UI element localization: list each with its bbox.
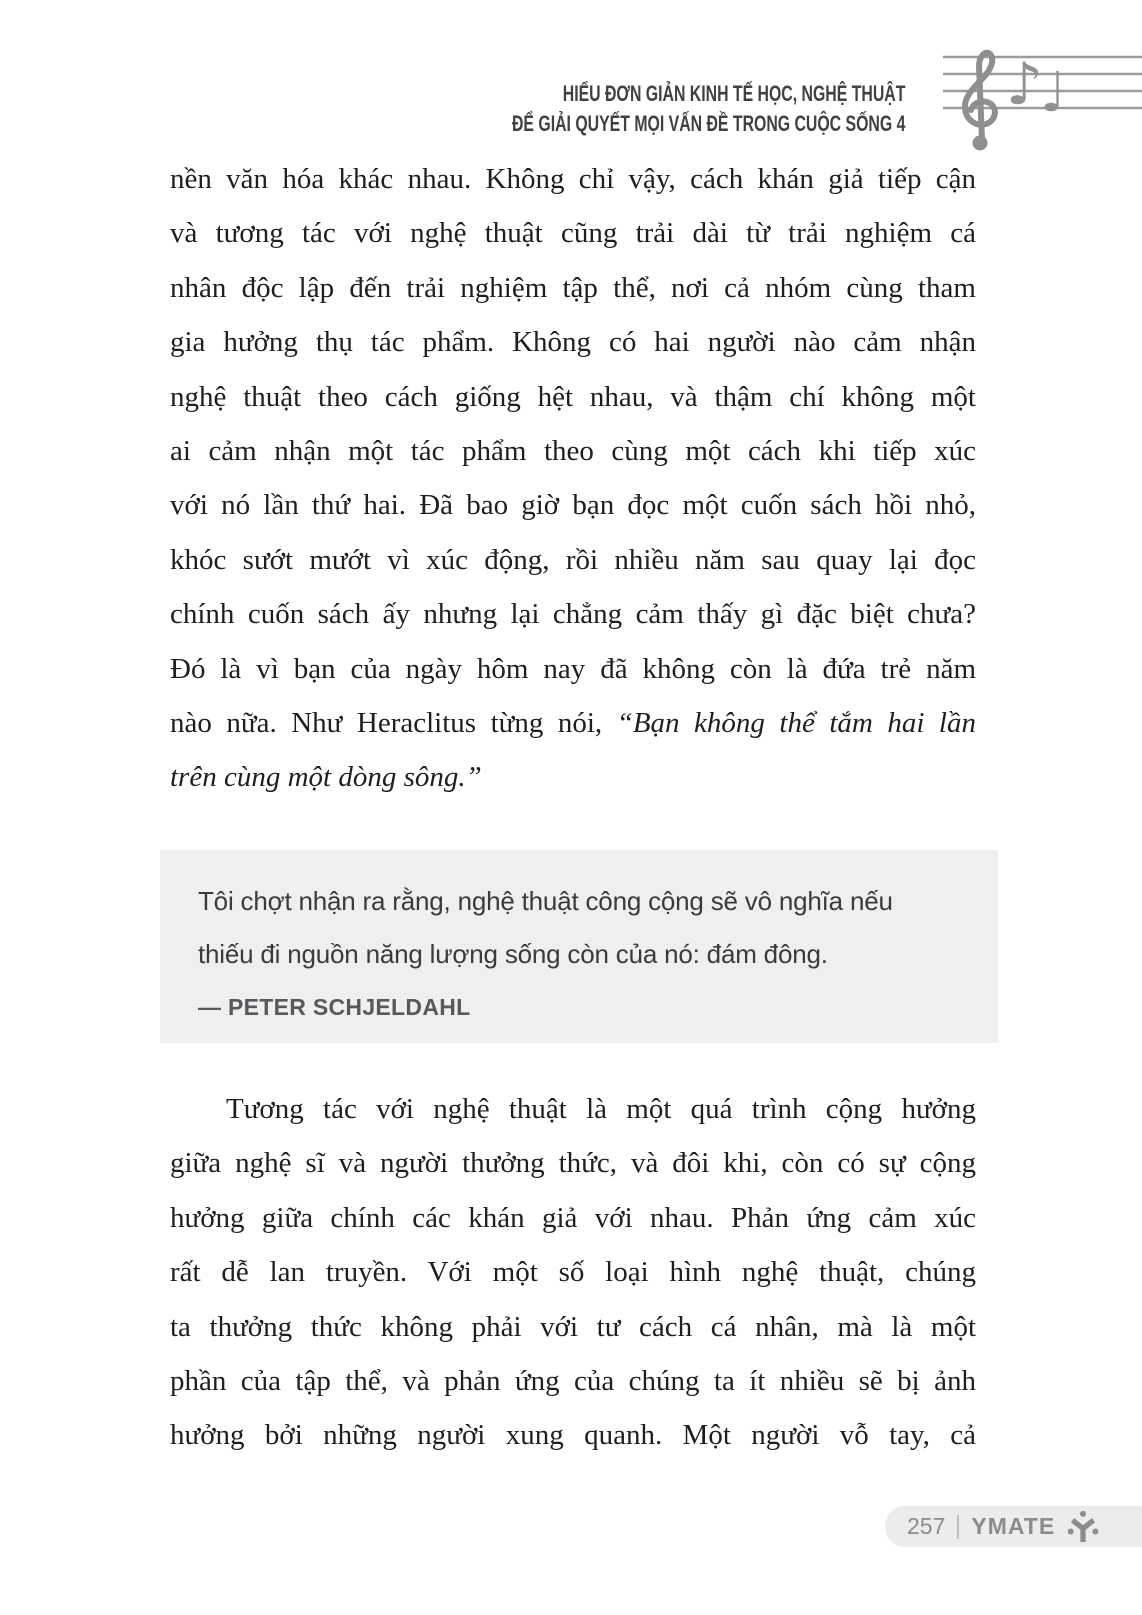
quarter-note-icon: ♩ (1040, 60, 1066, 124)
pull-quote-box (160, 850, 998, 1043)
running-header-line-1: HIỂU ĐƠN GIẢN KINH TẾ HỌC, NGHỆ THUẬT (562, 81, 905, 106)
body-text-line: gia hưởng thụ tác phẩm. Không có hai người nào cảm nhận (170, 326, 976, 359)
page-number: 257 (907, 1513, 946, 1539)
body-text-line: với nó lần thứ hai. Đã bao giờ bạn đọc một cuốn sách hồi nhỏ, (170, 489, 976, 522)
footer-page-pill (885, 1506, 1142, 1547)
body-text-line: khóc sướt mướt vì xúc động, rồi nhiều năm sau quay lại đọc (170, 543, 976, 576)
eighth-note-icon: ♪ (1006, 50, 1044, 118)
quote-line: Tôi chợt nhận ra rằng, nghệ thuật công cộng sẽ vô nghĩa nếu (198, 886, 893, 916)
quote-attribution: — PETER SCHJELDAHL (198, 994, 471, 1020)
body-text-line: ai cảm nhận một tác phẩm theo cùng một cách khi tiếp xúc (170, 434, 976, 467)
quote-line: thiếu đi nguồn năng lượng sống còn của nó: đám đông. (198, 939, 828, 969)
body-text-line: nào nữa. Như Heraclitus từng nói, “Bạn không thể tắm hai lần (170, 706, 976, 739)
body-text-line: giữa nghệ sĩ và người thưởng thức, và đôi khi, còn có sự cộng (170, 1147, 976, 1180)
ymate-logo-icon (1065, 1509, 1101, 1545)
footer-divider (957, 1515, 959, 1539)
body-paragraph-2 (170, 1082, 976, 1463)
body-text-line: chính cuốn sách ấy nhưng lại chẳng cảm thấy gì đặc biệt chưa? (170, 598, 976, 631)
body-text-line: hưởng bởi những người xung quanh. Một người vỗ tay, cả (170, 1419, 976, 1452)
treble-clef-icon (965, 53, 995, 151)
body-text-line: Đó là vì bạn của ngày hôm nay đã không còn là đứa trẻ năm (170, 652, 976, 685)
body-text-line: nghệ thuật theo cách giống hệt nhau, và thậm chí không một (170, 380, 976, 413)
running-header (359, 79, 905, 139)
body-text-line: ta thưởng thức không phải với tư cách cá nhân, mà là một (170, 1310, 976, 1343)
body-text-line: và tương tác với nghệ thuật cũng trải dài từ trải nghiệm cá (170, 217, 976, 250)
body-text-line: hưởng giữa chính các khán giả với nhau. Phản ứng cảm xúc (170, 1201, 976, 1234)
body-paragraph-1 (170, 152, 976, 805)
music-staff-icon (920, 44, 1142, 164)
publisher-brand: YMATE (971, 1513, 1056, 1539)
body-text-line: rất dễ lan truyền. Với một số loại hình nghệ thuật, chúng (170, 1256, 976, 1289)
body-text-line: nhân độc lập đến trải nghiệm tập thể, nơi cả nhóm cùng tham (170, 271, 976, 304)
body-text-line: nền văn hóa khác nhau. Không chỉ vậy, cách khán giả tiếp cận (170, 163, 976, 195)
quote-text (198, 875, 962, 981)
body-text-line: trên cùng một dòng sông.” (170, 761, 482, 794)
running-header-line-2: ĐỂ GIẢI QUYẾT MỌI VẤN ĐỀ TRONG CUỘC SỐNG 4 (511, 111, 905, 136)
body-text-line: Tương tác với nghệ thuật là một quá trình cộng hưởng (226, 1093, 976, 1125)
body-text-line: phần của tập thể, và phản ứng của chúng ta ít nhiều sẽ bị ảnh (170, 1364, 976, 1397)
